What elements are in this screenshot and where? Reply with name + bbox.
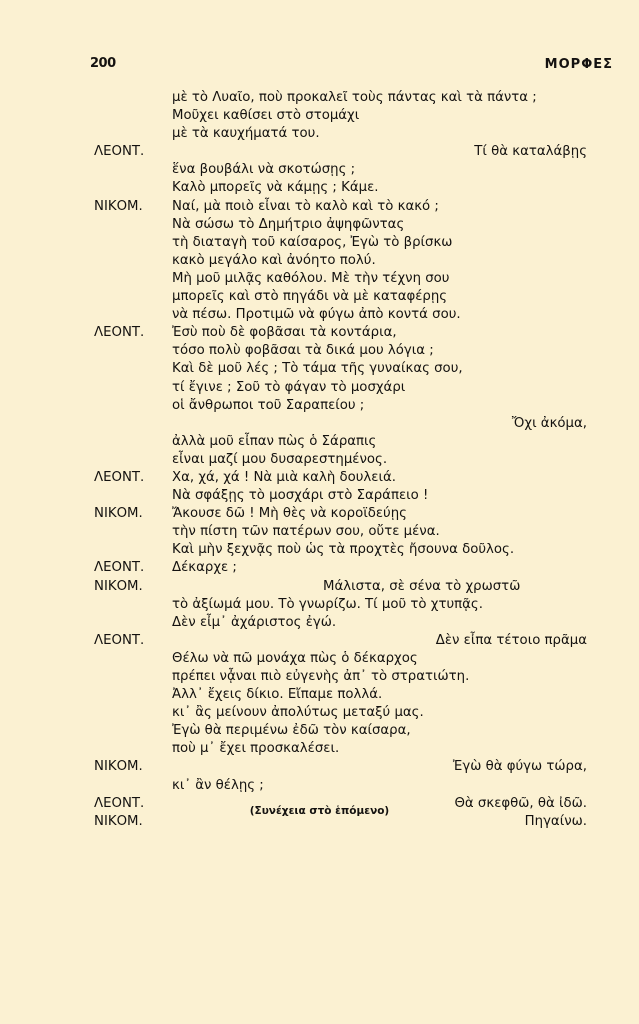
verse-line [0, 505, 639, 523]
verse-line [0, 614, 639, 632]
line-text: μπορεῖς καὶ στὸ πηγάδι νὰ μὲ καταφέρῃς [172, 289, 448, 305]
line-text: κακὸ μεγάλο καὶ ἀνόητο πολύ. [172, 252, 376, 268]
verse-line [0, 379, 639, 397]
line-text: Μὴ μοῦ μιλᾷς καθόλου. Μὲ τὴν τέχνη σου [172, 270, 450, 286]
speaker-label: ΛΕΟΝΤ. [94, 144, 145, 160]
play-text [0, 89, 639, 831]
continuation-note: (Συνέχεια στὸ ἑπόμενο) [249, 805, 390, 817]
line-text: Θὰ σκεφθῶ, θὰ ἰδῶ. [454, 795, 587, 811]
line-text: ἕνα βουβάλι νὰ σκοτώσῃς ; [172, 162, 356, 178]
line-text: Δὲν εἶπα τέτοιο πρᾶμα [435, 632, 587, 648]
line-text: Πηγαίνω. [524, 813, 587, 829]
verse-line [0, 541, 639, 559]
line-text: Ἐσὺ ποὺ δὲ φοβᾶσαι τὰ κοντάρια, [172, 325, 397, 341]
line-text: Θέλω νὰ πῶ μονάχα πὼς ὁ δέκαρχος [172, 650, 418, 666]
verse-line [0, 722, 639, 740]
line-text: Χα, χά, χά ! Νὰ μιὰ καλὴ δουλειά. [172, 469, 396, 485]
line-text: μὲ τὰ καυχήματά του. [172, 126, 320, 142]
line-text: εἶναι μαζί μου δυσαρεστημένος. [172, 451, 388, 467]
verse-line [0, 179, 639, 197]
speaker-label: ΛΕΟΝΤ. [94, 795, 145, 811]
verse-line [0, 397, 639, 415]
verse-line [0, 704, 639, 722]
verse-line [0, 198, 639, 216]
verse-line [0, 596, 639, 614]
verse-line [0, 469, 639, 487]
line-text: Μοῦχει καθίσει στὸ στομάχι [172, 108, 360, 124]
speaker-label: ΛΕΟΝΤ. [94, 560, 145, 576]
line-text: κι᾿ ἂν θέλῃς ; [172, 777, 264, 793]
line-text: κι᾿ ἂς μείνουν ἀπολύτως μεταξύ μας. [172, 705, 424, 721]
verse-line [0, 107, 639, 125]
line-text: νὰ πέσω. Προτιμῶ νὰ φύγω ἀπὸ κοντά σου. [172, 307, 461, 323]
line-text: Ἐγὼ θὰ φύγω τώρα, [452, 759, 587, 775]
verse-line [0, 487, 639, 505]
running-title: ΜΟΡΦΕΣ [544, 57, 613, 72]
verse-line [0, 415, 639, 433]
verse-line [0, 559, 639, 577]
verse-line [0, 89, 639, 107]
speaker-label: ΝΙΚΟΜ. [94, 506, 143, 522]
verse-line [0, 143, 639, 161]
line-text: ποὺ μ᾿ ἔχει προσκαλέσει. [172, 741, 340, 757]
line-text: Ἐγὼ θὰ περιμένω ἐδῶ τὸν καίσαρα, [172, 723, 411, 739]
verse-line [0, 342, 639, 360]
verse-line [0, 288, 639, 306]
speaker-label: ΝΙΚΟΜ. [94, 198, 143, 214]
line-text: Καλὸ μπορεῖς νὰ κάμῃς ; Κάμε. [172, 180, 379, 196]
line-text: τὴ διαταγὴ τοῦ καίσαρος, Ἐγὼ τὸ βρίσκω [172, 234, 453, 250]
verse-line [0, 632, 639, 650]
line-text: τόσο πολὺ φοβᾶσαι τὰ δικά μου λόγια ; [172, 343, 434, 359]
verse-line [0, 161, 639, 179]
line-text: ἀλλὰ μοῦ εἶπαν πὼς ὁ Σάραπις [172, 433, 377, 449]
verse-line [0, 758, 639, 776]
verse-line [0, 686, 639, 704]
verse-line [0, 650, 639, 668]
speaker-label: ΝΙΚΟΜ. [94, 578, 143, 594]
line-text: τὸ ἀξίωμά μου. Τὸ γνωρίζω. Τί μοῦ τὸ χτυπᾷς. [172, 596, 483, 612]
line-text: Μάλιστα, σὲ σένα τὸ χρωστῶ [323, 578, 521, 594]
line-text: μὲ τὸ Λυαῖο, ποὺ προκαλεῖ τοὺς πάντας καὶ τὰ πάντα ; [172, 90, 537, 105]
line-text: Καὶ δὲ μοῦ λές ; Τὸ τάμα τῆς γυναίκας σου, [172, 361, 463, 377]
verse-line [0, 306, 639, 324]
speaker-label: ΝΙΚΟΜ. [94, 759, 143, 775]
line-text: Νὰ σφάξῃς τὸ μοσχάρι στὸ Σαράπειο ! [172, 488, 429, 504]
line-text: Ἀλλ᾿ ἔχεις δίκιο. Εἴπαμε πολλά. [172, 687, 383, 703]
page-number: 200 [90, 56, 116, 71]
speaker-label: ΝΙΚΟΜ. [94, 813, 143, 829]
verse-line [0, 523, 639, 541]
line-text: οἱ ἄνθρωποι τοῦ Σαραπείου ; [172, 397, 365, 413]
verse-line [0, 216, 639, 234]
speaker-label: ΛΕΟΝΤ. [94, 469, 145, 485]
line-text: Νὰ σώσω τὸ Δημήτριο ἀψηφῶντας [172, 216, 405, 232]
line-text: Ναί, μὰ ποιὸ εἶναι τὸ καλὸ καὶ τὸ κακό ; [172, 198, 439, 214]
line-text: πρέπει νᾆναι πιὸ εὐγενὴς ἀπ᾿ τὸ στρατιώτη. [172, 669, 470, 684]
line-text: Δέκαρχε ; [172, 560, 237, 576]
verse-line [0, 234, 639, 252]
speaker-label: ΛΕΟΝΤ. [94, 632, 145, 648]
line-text: Δὲν εἶμ᾿ ἀχάριστος ἐγώ. [172, 614, 337, 630]
line-text: τί ἔγινε ; Σοῦ τὸ φάγαν τὸ μοσχάρι [172, 379, 406, 395]
verse-line [0, 777, 639, 795]
verse-line [0, 451, 639, 469]
line-text: Καὶ μὴν ξεχνᾷς ποὺ ὡς τὰ προχτὲς ἤσουνα δοῦλος. [172, 542, 515, 558]
verse-line [0, 324, 639, 342]
verse-line [0, 125, 639, 143]
verse-line [0, 270, 639, 288]
verse-line [0, 578, 639, 596]
verse-line [0, 740, 639, 758]
line-text: Τί θὰ καταλάβῃς [474, 144, 587, 160]
verse-line [0, 668, 639, 686]
line-text: Ὄχι ἀκόμα, [511, 415, 587, 431]
verse-line [0, 252, 639, 270]
line-text: τὴν πίστη τῶν πατέρων σου, οὔτε μένα. [172, 524, 440, 540]
line-text: Ἄκουσε δῶ ! Μὴ θὲς νὰ κοροϊδεύῃς [172, 506, 407, 522]
verse-line [0, 360, 639, 378]
speaker-label: ΛΕΟΝΤ. [94, 325, 145, 341]
verse-line [0, 433, 639, 451]
